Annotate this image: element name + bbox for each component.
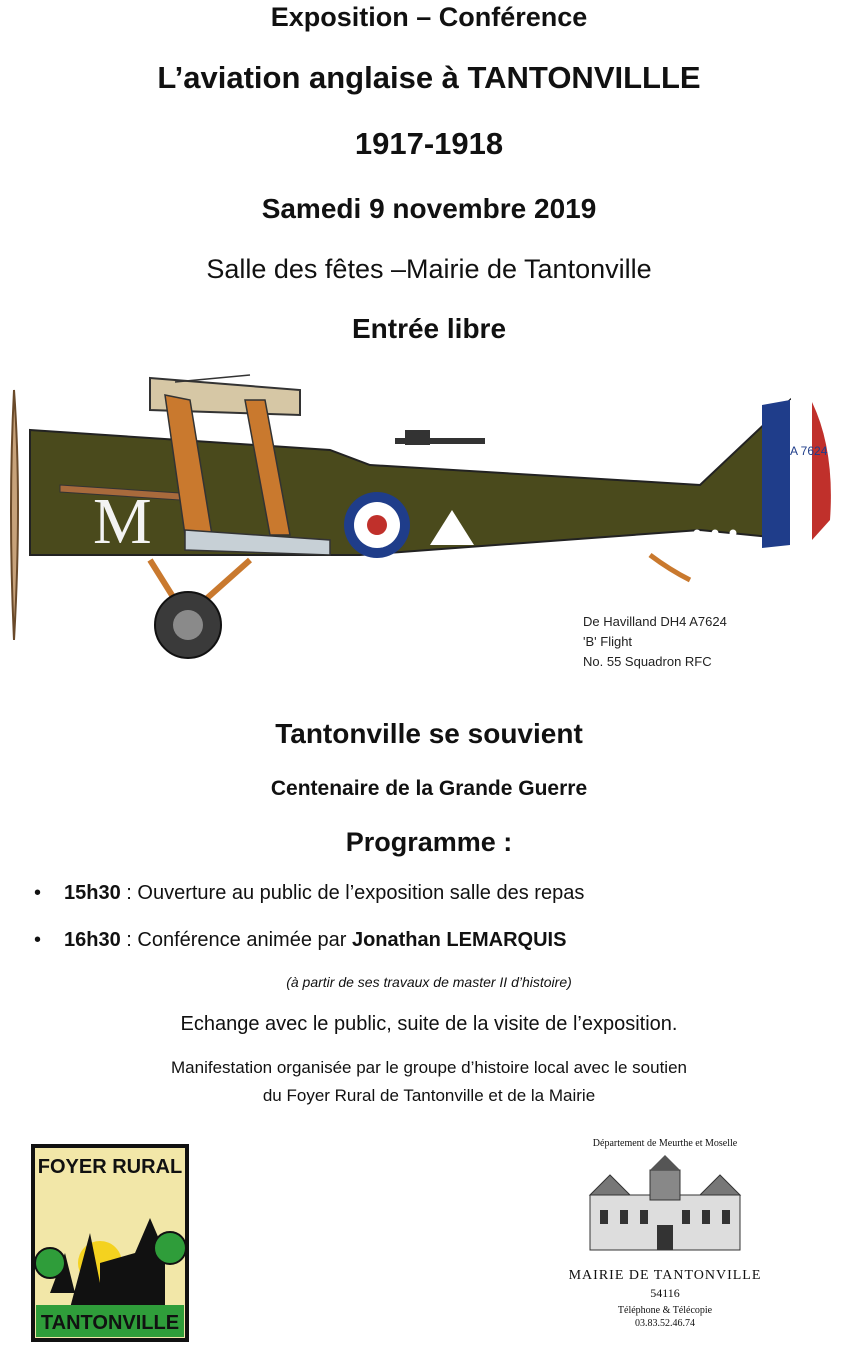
fuselage-letter: M [93,485,152,558]
mairie-postcode: 54116 [650,1286,680,1300]
header-line-1: Exposition – Conférence [270,2,588,32]
program-heading: Programme : [345,827,513,857]
main-title: Tantonville se souvient [275,718,583,749]
bullet: • [34,929,42,951]
aircraft-caption-squadron: No. 55 Squadron RFC [583,654,712,669]
program-item [34,929,566,952]
tail-serial: A 7624 [790,444,828,458]
organizer-line-2: du Foyer Rural de Tantonville et de la Mairie [262,1086,596,1105]
event-date: Samedi 9 novembre 2019 [261,193,597,224]
mairie-department: Département de Meurthe et Moselle [592,1138,738,1149]
program-separator: : [120,882,138,904]
program-time: 16h30 [64,929,121,951]
mairie-contact-label: Téléphone & Télécopie [617,1305,713,1316]
program-separator: : [120,929,138,951]
program-text: Conférence animée par [137,929,352,951]
program-text: Ouverture au public de l’exposition salle des repas [137,882,585,904]
exchange-line: Echange avec le public, suite de la visite de l’exposition. [180,1013,678,1035]
aircraft-caption-model: De Havilland DH4 A7624 [583,614,727,629]
entry-info: Entrée libre [351,313,507,344]
mairie-logo [545,1133,785,1333]
biplane-illustration [0,370,858,670]
event-venue: Salle des fêtes –Mairie de Tantonville [206,254,652,284]
bullet: • [34,882,42,904]
aircraft-caption-flight: 'B' Flight [583,634,633,649]
event-years: 1917-1918 [354,126,504,161]
speaker-note: (à partir de ses travaux de master II d’histoire) [286,974,572,990]
main-subtitle: Centenaire de la Grande Guerre [270,777,588,800]
town-hall-icon [585,1155,745,1255]
foyer-rural-logo [30,1143,190,1343]
organizer-line-1: Manifestation organisée par le groupe d’histoire local avec le soutien [171,1058,687,1077]
mairie-phone: 03.83.52.46.74 [635,1318,695,1329]
foyer-logo-bottom: TANTONVILLE [40,1312,180,1334]
speaker-name: Jonathan LEMARQUIS [351,929,567,951]
event-title: L’aviation anglaise à TANTONVILLLE [157,60,701,95]
mairie-name: MAIRIE DE TANTONVILLE [568,1268,762,1283]
program-item [34,882,584,905]
foyer-logo-top: FOYER RURAL [37,1156,183,1178]
program-time: 15h30 [64,882,121,904]
